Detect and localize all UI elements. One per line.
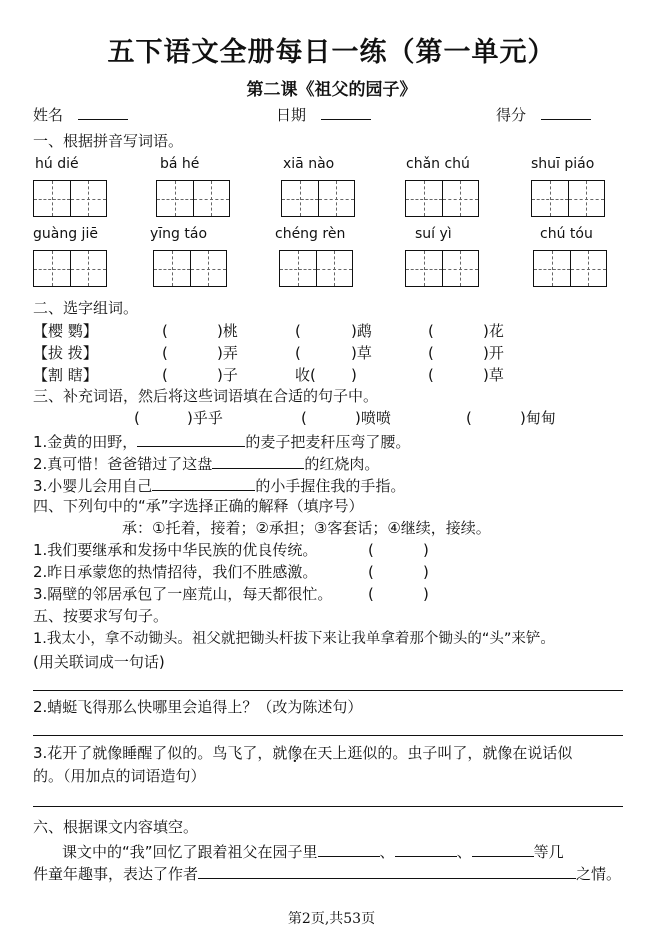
writing-grid[interactable]: [281, 180, 355, 217]
section6-heading: 六、根据课文内容填空。: [33, 818, 199, 836]
section2-heading: 二、选字组词。: [33, 299, 139, 317]
writing-grid[interactable]: [531, 180, 605, 217]
paren-open: (: [368, 585, 374, 603]
score-label: 得分: [496, 106, 527, 124]
score-blank[interactable]: [541, 103, 591, 120]
emphasis-dot-char: 像: [287, 744, 303, 762]
sentence-item: 3.小婴儿会用自己 的小手握住我的手指。: [33, 474, 405, 496]
writing-grid[interactable]: [405, 250, 479, 287]
fill-blank[interactable]: [395, 840, 457, 857]
question-item: 3.隔壁的邻居承包了一座荒山，每天都很忙。: [33, 585, 333, 603]
word-blank[interactable]: ): [351, 366, 357, 384]
sentence-item: 1.金黄的田野， 的麦子把麦秆压弯了腰。: [33, 430, 410, 452]
word-blank[interactable]: )子: [217, 366, 238, 384]
word-blank[interactable]: )草: [351, 344, 372, 362]
char-pair: 【樱 鹦】: [33, 322, 98, 340]
word-blank[interactable]: )花: [483, 322, 504, 340]
answer-blank[interactable]: ): [423, 585, 429, 603]
paren-open: (: [428, 366, 434, 384]
fill-blank[interactable]: [472, 840, 534, 857]
pinyin-label: suí yì: [415, 226, 452, 242]
answer-line[interactable]: [33, 735, 623, 736]
fill-sentence: 课文中的“我”回忆了跟着祖父在园子里 、 、 等几: [62, 840, 564, 862]
page-title: 五下语文全册每日一练（第一单元）: [107, 37, 556, 68]
fill-blank[interactable]: [212, 452, 304, 469]
fill-sentence: 件童年趣事，表达了作者 之情。: [33, 862, 621, 884]
pinyin-label: guàng jiē: [33, 226, 98, 242]
pinyin-label: xiā nào: [283, 156, 335, 172]
date-blank[interactable]: [321, 103, 371, 120]
date-label: 日期: [276, 106, 307, 124]
section4-heading: 四、下列句中的“承”字选择正确的解释（填序号）: [33, 497, 364, 515]
pinyin-label: chéng rèn: [275, 226, 346, 242]
paren-open: (: [134, 409, 140, 427]
name-label: 姓名: [33, 106, 64, 124]
writing-grid[interactable]: [33, 180, 107, 217]
pinyin-label: shuī piáo: [531, 156, 595, 172]
score-field[interactable]: [496, 103, 591, 125]
pinyin-label: bá hé: [160, 156, 200, 172]
pinyin-label: chǎn chú: [406, 156, 470, 172]
name-blank[interactable]: [78, 103, 128, 120]
paren-open: (: [466, 409, 472, 427]
pinyin-label: chú tóu: [540, 226, 593, 242]
question-item: 2.昨日承蒙您的热情招待，我们不胜感激。: [33, 563, 318, 581]
answer-blank[interactable]: ): [423, 563, 429, 581]
paren-open: (: [295, 322, 301, 340]
word-blank[interactable]: )乎乎: [187, 409, 223, 427]
question-item: 2.蜻蜓飞得那么快哪里会追得上？（改为陈述句）: [33, 698, 363, 716]
section3-heading: 三、补充词语，然后将这些词语填在合适的句子中。: [33, 387, 379, 405]
page-number: 第2页,共53页: [287, 911, 376, 927]
char-pair: 【割 瞎】: [33, 366, 98, 384]
question-item: 1.我们要继承和发扬中华民族的优良传统。: [33, 541, 318, 559]
paren-open: (: [162, 322, 168, 340]
writing-grid[interactable]: [533, 250, 607, 287]
question-item: 1.我太小，拿不动锄头。祖父就把锄头杆拔下来让我单拿着那个锄头的“头”来铲。: [33, 631, 555, 647]
word-blank[interactable]: )弄: [217, 344, 238, 362]
fill-blank[interactable]: [152, 474, 255, 491]
writing-grid[interactable]: [33, 250, 107, 287]
lesson-title: 第二课《祖父的园子》: [246, 80, 417, 100]
question-item: 的。（用加点的词语造句）: [33, 767, 206, 785]
writing-grid[interactable]: [279, 250, 353, 287]
paren-open: (: [295, 344, 301, 362]
answer-blank[interactable]: ): [423, 541, 429, 559]
word-blank[interactable]: )鹉: [351, 322, 372, 340]
fill-blank[interactable]: [198, 862, 576, 879]
date-field[interactable]: [276, 103, 371, 125]
answer-line[interactable]: [33, 690, 623, 691]
answer-line[interactable]: [33, 806, 623, 807]
fill-blank[interactable]: [137, 430, 245, 447]
word-blank[interactable]: )草: [483, 366, 504, 384]
word-blank[interactable]: )开: [483, 344, 504, 362]
paren-open: (: [162, 366, 168, 384]
pinyin-label: yīng táo: [150, 226, 208, 242]
question-item: 3.花开了就像睡醒了似的。鸟飞了，就像在天上逛似的。虫子叫了，就像在说话似: [33, 744, 573, 762]
paren-open: (: [368, 563, 374, 581]
paren-open: 收(: [295, 366, 316, 384]
definition-line: 承：①托着，接着；②承担；③客套话；④继续，接续。: [122, 519, 491, 537]
char-pair: 【拔 拨】: [33, 344, 98, 362]
paren-open: (: [368, 541, 374, 559]
paren-open: (: [428, 344, 434, 362]
pinyin-label: hú dié: [35, 156, 79, 172]
paren-open: (: [162, 344, 168, 362]
name-field[interactable]: [33, 103, 128, 125]
word-blank[interactable]: )甸甸: [520, 409, 556, 427]
word-blank[interactable]: )桃: [217, 322, 238, 340]
writing-grid[interactable]: [405, 180, 479, 217]
question-note: (用关联词成一句话): [33, 653, 165, 671]
writing-grid[interactable]: [153, 250, 227, 287]
paren-open: (: [301, 409, 307, 427]
section1-heading: 一、根据拼音写词语。: [33, 132, 184, 150]
sentence-item: 2.真可惜！爸爸错过了这盘 的红烧肉。: [33, 452, 379, 474]
word-blank[interactable]: )喷喷: [355, 409, 391, 427]
fill-blank[interactable]: [318, 840, 380, 857]
writing-grid[interactable]: [156, 180, 230, 217]
section5-heading: 五、按要求写句子。: [33, 607, 169, 625]
paren-open: (: [428, 322, 434, 340]
